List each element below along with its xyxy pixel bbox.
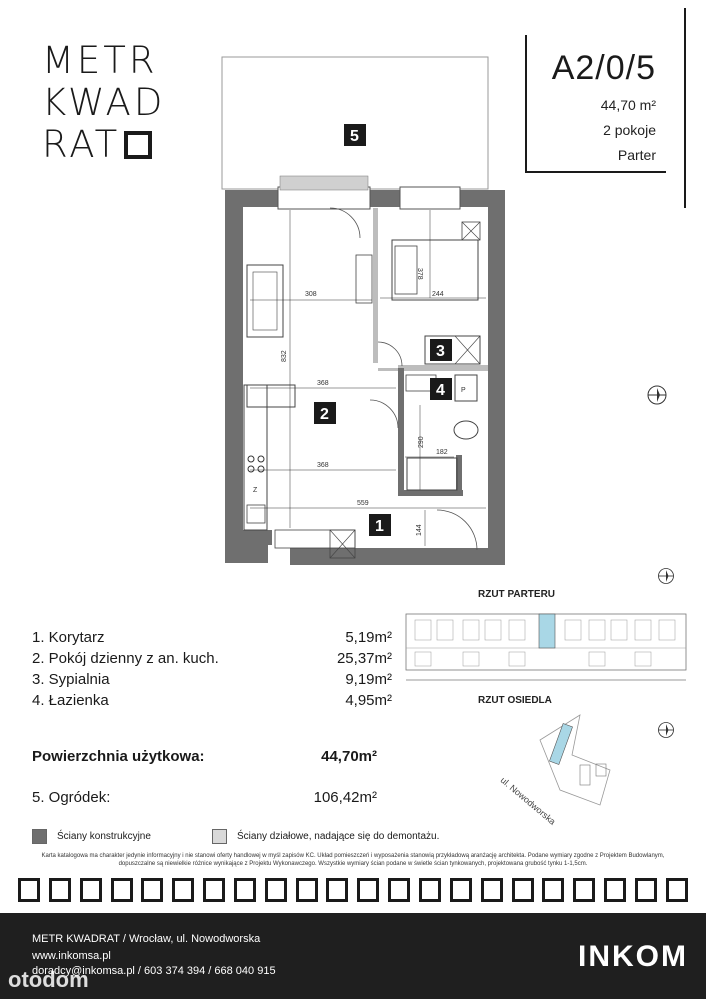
disclaimer: Karta katalogowa ma charakter jedynie informacyjny i nie stanowi oferty handlowej w myśl zapisów KC. Układ pomieszczeń i wyposażenia stanowią przykładową aranżację architekta. Podane wymiary zgodne z Projektem Budowlanym, dopuszczalne są niewielkie różnice wynikające z Projektu Wykonawczego. Wszystkie wymiary ścian podane w świetle ścian tynkowanych, projektowana grubość tynku 1-1,5cm. — [41, 853, 665, 867]
svg-text:244: 244 — [432, 291, 444, 298]
partition-swatch — [212, 829, 227, 844]
footer — [0, 913, 706, 999]
svg-text:290: 290 — [418, 436, 425, 448]
svg-text:308: 308 — [305, 291, 317, 298]
legend-partition: Ściany działowe, nadające się do demontażu. — [212, 829, 439, 844]
structural-swatch — [32, 829, 47, 844]
list-item: 2. Pokój dzienny z an. kuch. 25,37m² — [32, 650, 392, 667]
unit-floor: Parter — [617, 147, 656, 163]
footer-address: METR KWADRAT / Wrocław, ul. Nowodworska — [32, 933, 261, 945]
compass-icon — [656, 720, 676, 740]
unit-rooms: 2 pokoje — [603, 122, 656, 138]
logo-line-3: RAT — [42, 123, 121, 166]
room-number-5: 5 — [350, 128, 359, 145]
svg-text:378: 378 — [416, 268, 423, 280]
room-list — [32, 627, 392, 711]
ground-floor-plan — [405, 608, 687, 688]
room-number-1: 1 — [375, 518, 384, 535]
list-item: 3. Sypialnia 9,19m² — [32, 671, 392, 688]
divider-line — [684, 8, 686, 208]
garden-area-row: 5. Ogródek: 106,42m² — [32, 789, 377, 806]
floor-plan — [210, 55, 510, 575]
street-label: ul. Nowodworska — [498, 775, 558, 827]
svg-text:144: 144 — [416, 524, 423, 536]
ground-floor-label: RZUT PARTERU — [478, 589, 556, 600]
logo-line-1: METR — [42, 39, 158, 82]
room-number-2: 2 — [320, 406, 329, 423]
logo-line-2: KWAD — [42, 81, 166, 124]
estate-plan-label: RZUT OSIEDLA — [478, 695, 552, 706]
svg-text:559: 559 — [357, 500, 369, 507]
fixture-p-label: P — [461, 387, 466, 394]
list-item: 4. Łazienka 4,95m² — [32, 692, 392, 709]
svg-text:182: 182 — [436, 449, 448, 456]
room-number-4: 4 — [436, 382, 445, 399]
unit-area: 44,70 m² — [600, 97, 656, 113]
compass-icon — [656, 566, 676, 586]
svg-text:832: 832 — [281, 350, 288, 362]
compass-icon — [645, 383, 669, 407]
unit-code: A2/0/5 — [551, 49, 656, 87]
interior — [243, 207, 488, 548]
logo-square-icon — [124, 131, 152, 159]
svg-text:368: 368 — [317, 380, 329, 387]
svg-text:368: 368 — [317, 462, 329, 469]
brand-logo: INKOM — [578, 940, 688, 973]
garden-area — [222, 57, 488, 189]
logo — [42, 40, 165, 166]
footer-contact[interactable]: doradcy@inkomsa.pl / 603 374 394 / 668 040 915 — [32, 965, 276, 977]
legend-structural: Ściany konstrukcyjne — [32, 829, 151, 844]
room-number-3: 3 — [436, 343, 445, 360]
list-item: 1. Korytarz 5,19m² — [32, 629, 392, 646]
fixture-z-label: Z — [253, 487, 258, 494]
unit-info-box — [525, 35, 666, 173]
footer-website[interactable]: www.inkomsa.pl — [32, 950, 111, 962]
decorative-border — [18, 878, 688, 908]
partition-wall — [373, 208, 378, 308]
watermark: otodom — [8, 967, 89, 992]
usable-area-total: Powierzchnia użytkowa: 44,70m² — [32, 748, 377, 765]
